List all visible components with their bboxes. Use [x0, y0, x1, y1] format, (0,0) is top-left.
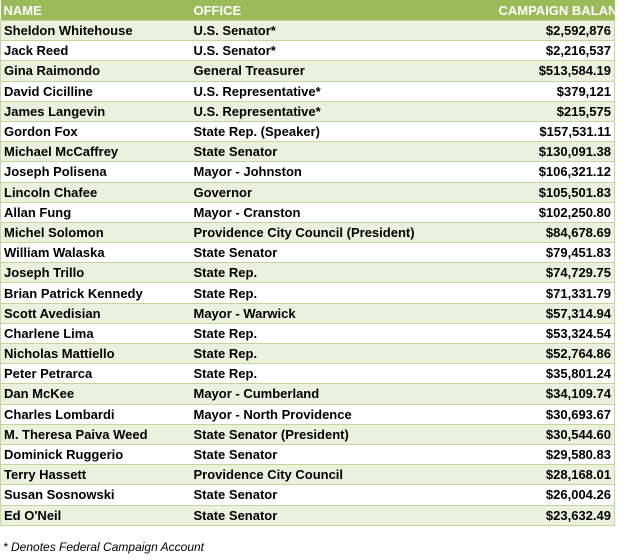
- cell-name: Dan McKee: [1, 384, 191, 404]
- table-row: [1, 263, 615, 283]
- cell-office: State Rep.: [191, 323, 435, 343]
- cell-balance: $29,580.83: [435, 444, 615, 464]
- cell-office: Mayor - Warwick: [191, 303, 435, 323]
- table-row: [1, 485, 615, 505]
- table-row: [1, 424, 615, 444]
- cell-office: State Rep.: [191, 344, 435, 364]
- cell-office: State Rep.: [191, 364, 435, 384]
- table-row: [1, 364, 615, 384]
- cell-office: State Senator: [191, 444, 435, 464]
- cell-balance: $102,250.80: [435, 202, 615, 222]
- cell-name: Nicholas Mattiello: [1, 344, 191, 364]
- cell-name: Susan Sosnowski: [1, 485, 191, 505]
- cell-name: Scott Avedisian: [1, 303, 191, 323]
- cell-name: Ed O'Neil: [1, 505, 191, 525]
- footnote: * Denotes Federal Campaign Account: [3, 540, 204, 554]
- cell-office: State Senator: [191, 505, 435, 525]
- table-row: [1, 61, 615, 81]
- cell-balance: $2,216,537: [435, 41, 615, 61]
- cell-office: General Treasurer: [191, 61, 435, 81]
- cell-name: Charles Lombardi: [1, 404, 191, 424]
- cell-office: U.S. Representative*: [191, 81, 435, 101]
- cell-name: Charlene Lima: [1, 323, 191, 343]
- table-row: [1, 202, 615, 222]
- cell-balance: $28,168.01: [435, 465, 615, 485]
- cell-office: Mayor - Cranston: [191, 202, 435, 222]
- cell-name: William Walaska: [1, 243, 191, 263]
- table-row: [1, 384, 615, 404]
- cell-balance: $130,091.38: [435, 142, 615, 162]
- cell-name: Lincoln Chafee: [1, 182, 191, 202]
- table-row: [1, 404, 615, 424]
- cell-balance: $106,321.12: [435, 162, 615, 182]
- cell-balance: $35,801.24: [435, 364, 615, 384]
- cell-balance: $513,584.19: [435, 61, 615, 81]
- cell-office: U.S. Senator*: [191, 21, 435, 41]
- cell-balance: $23,632.49: [435, 505, 615, 525]
- table-row: [1, 142, 615, 162]
- cell-balance: $84,678.69: [435, 222, 615, 242]
- cell-balance: $30,544.60: [435, 424, 615, 444]
- cell-name: M. Theresa Paiva Weed: [1, 424, 191, 444]
- cell-office: State Senator (President): [191, 424, 435, 444]
- cell-name: Michael McCaffrey: [1, 142, 191, 162]
- cell-office: U.S. Representative*: [191, 101, 435, 121]
- cell-name: Terry Hassett: [1, 465, 191, 485]
- header-office: OFFICE: [191, 0, 435, 21]
- cell-office: Providence City Council (President): [191, 222, 435, 242]
- cell-office: State Rep. (Speaker): [191, 121, 435, 141]
- cell-balance: $215,575: [435, 101, 615, 121]
- cell-office: State Rep.: [191, 283, 435, 303]
- cell-balance: $79,451.83: [435, 243, 615, 263]
- cell-balance: $26,004.26: [435, 485, 615, 505]
- cell-name: Sheldon Whitehouse: [1, 21, 191, 41]
- cell-balance: $71,331.79: [435, 283, 615, 303]
- cell-office: Governor: [191, 182, 435, 202]
- cell-balance: $53,324.54: [435, 323, 615, 343]
- table-row: [1, 101, 615, 121]
- cell-balance: $2,592,876: [435, 21, 615, 41]
- cell-office: Mayor - North Providence: [191, 404, 435, 424]
- table-row: [1, 444, 615, 464]
- cell-office: Providence City Council: [191, 465, 435, 485]
- header-balance: CAMPAIGN BALANCE: [435, 0, 615, 21]
- header-name: NAME: [1, 0, 191, 21]
- table-row: [1, 283, 615, 303]
- table-row: [1, 41, 615, 61]
- cell-balance: $52,764.86: [435, 344, 615, 364]
- cell-office: State Senator: [191, 243, 435, 263]
- cell-balance: $74,729.75: [435, 263, 615, 283]
- table-row: [1, 505, 615, 525]
- table-row: [1, 303, 615, 323]
- cell-office: State Senator: [191, 485, 435, 505]
- cell-name: Gordon Fox: [1, 121, 191, 141]
- cell-balance: $30,693.67: [435, 404, 615, 424]
- cell-office: State Rep.: [191, 263, 435, 283]
- cell-balance: $379,121: [435, 81, 615, 101]
- cell-balance: $34,109.74: [435, 384, 615, 404]
- table-row: [1, 344, 615, 364]
- table-row: [1, 121, 615, 141]
- table-row: [1, 222, 615, 242]
- cell-name: David Cicilline: [1, 81, 191, 101]
- table-row: [1, 182, 615, 202]
- cell-office: Mayor - Cumberland: [191, 384, 435, 404]
- cell-name: Allan Fung: [1, 202, 191, 222]
- table-row: [1, 162, 615, 182]
- header-row: [1, 0, 615, 21]
- cell-balance: $157,531.11: [435, 121, 615, 141]
- table-row: [1, 81, 615, 101]
- table-row: [1, 21, 615, 41]
- cell-balance: $105,501.83: [435, 182, 615, 202]
- cell-name: Joseph Polisena: [1, 162, 191, 182]
- cell-name: James Langevin: [1, 101, 191, 121]
- cell-name: Brian Patrick Kennedy: [1, 283, 191, 303]
- cell-balance: $57,314.94: [435, 303, 615, 323]
- cell-name: Jack Reed: [1, 41, 191, 61]
- table-row: [1, 243, 615, 263]
- cell-name: Peter Petrarca: [1, 364, 191, 384]
- cell-office: State Senator: [191, 142, 435, 162]
- cell-office: U.S. Senator*: [191, 41, 435, 61]
- cell-office: Mayor - Johnston: [191, 162, 435, 182]
- cell-name: Gina Raimondo: [1, 61, 191, 81]
- cell-name: Michel Solomon: [1, 222, 191, 242]
- table-row: [1, 323, 615, 343]
- cell-name: Joseph Trillo: [1, 263, 191, 283]
- table-row: [1, 465, 615, 485]
- cell-name: Dominick Ruggerio: [1, 444, 191, 464]
